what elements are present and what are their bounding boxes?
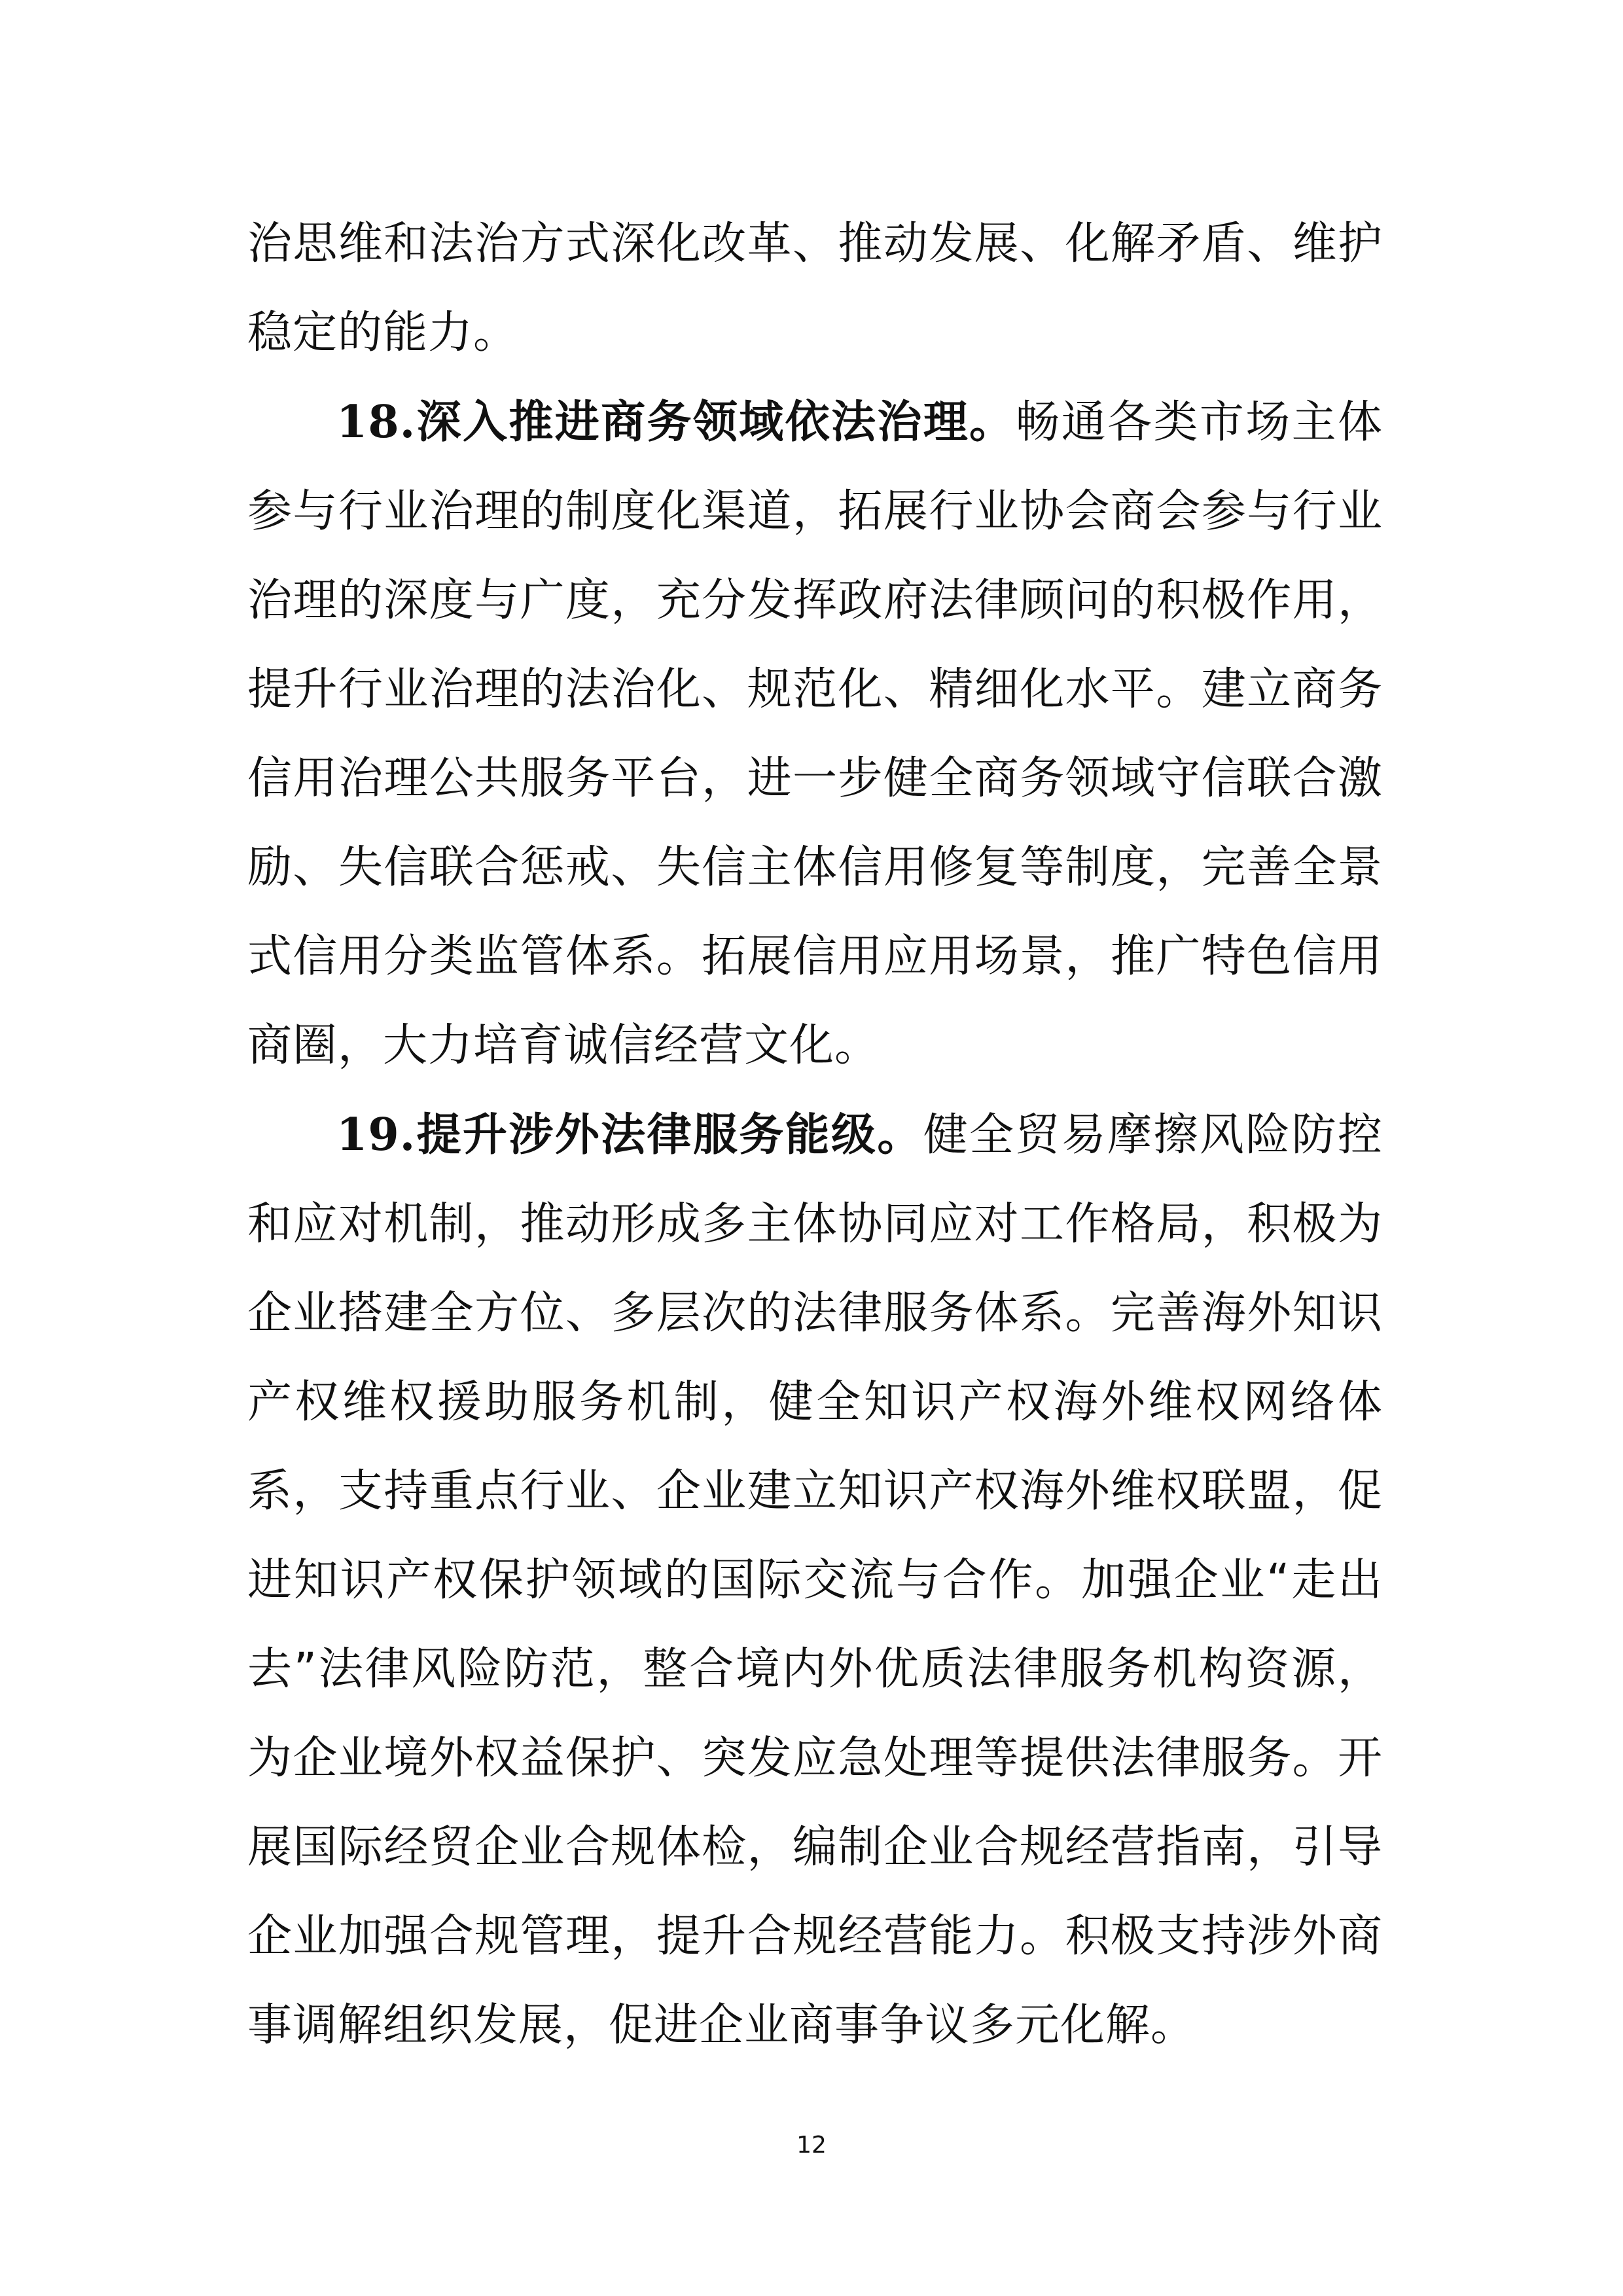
paragraph-section-18 [247,378,1383,1090]
body-text [247,200,1383,2070]
paragraph-continuation [247,200,1383,378]
paragraph-body: 治思维和法治方式深化改革、推动发展、化解矛盾、维护稳定的能力。 [247,218,1383,359]
paragraph-body: 健全贸易摩擦风险防控和应对机制，推动形成多主体协同应对工作格局，积极为企业搭建全方位、多层次的法律服务体系。完善海外知识产权维权援助服务机制，健全知识产权海外维权网络体系，支持重点行业、企业建立知识产权海外维权联盟，促进知识产权保护领域的国际交流与合作。加强企业“走出去”法律风险防范，整合境内外优质法律服务机构资源，为企业境外权益保护、突发应急处理等提供法律服务。开展国际经贸企业合规体检，编制企业合规经营指南，引导企业加强合规管理，提升合规经营能力。积极支持涉外商事调解组织发展，促进企业商事争议多元化解。 [247,1109,1383,2051]
section-heading: 19.提升涉外法律服务能级。 [336,1109,923,1161]
section-heading: 18.深入推进商务领域依法治理。 [336,396,1016,448]
page-number: 12 [796,2132,827,2159]
paragraph-section-19 [247,1090,1383,2070]
paragraph-body: 畅通各类市场主体参与行业治理的制度化渠道，拓展行业协会商会参与行业治理的深度与广度，充分发挥政府法律顾问的积极作用，提升行业治理的法治化、规范化、精细化水平。建立商务信用治理公共服务平台，进一步健全商务领域守信联合激励、失信联合惩戒、失信主体信用修复等制度，完善全景式信用分类监管体系。拓展信用应用场景，推广特色信用商圈，大力培育诚信经营文化。 [247,397,1383,1071]
